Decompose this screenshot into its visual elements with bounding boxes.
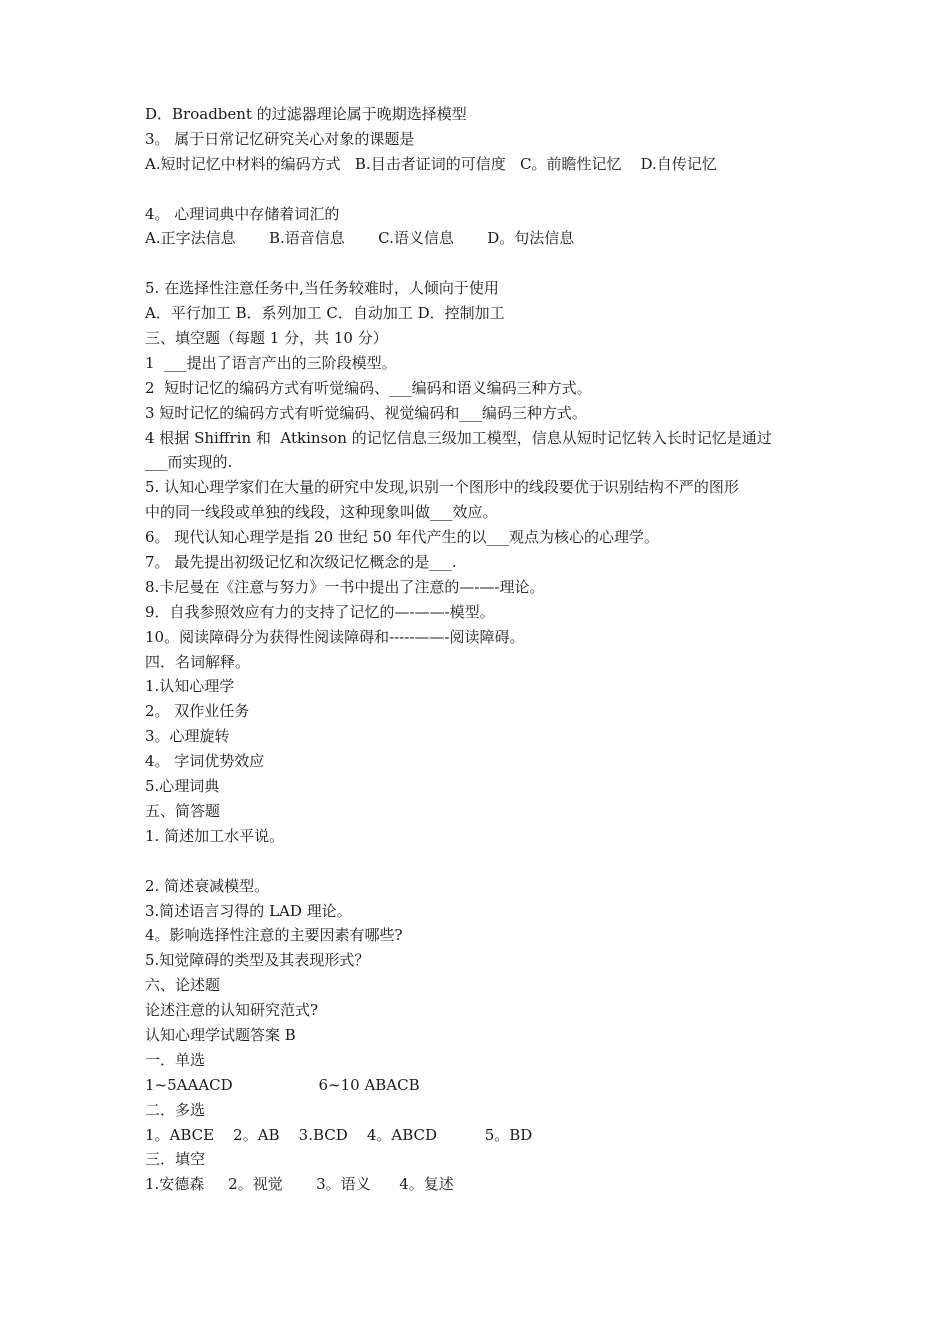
- term-item: 3。心理旋转: [145, 727, 230, 746]
- question-heading: 3。 属于日常记忆研究关心对象的课题是: [145, 129, 415, 148]
- fill-blank-item: 1 ___提出了语言产出的三阶段模型。: [145, 353, 397, 372]
- section-heading: 三、填空题（每题 1 分，共 10 分）: [145, 329, 388, 348]
- answer-options: A.正字法信息 B.语音信息 C.语义信息 D。句法信息: [145, 229, 575, 248]
- answer-section-heading: 三．填空: [145, 1150, 206, 1169]
- fill-blank-item: 3 短时记忆的编码方式有听觉编码、视觉编码和___编码三种方式。: [145, 403, 587, 422]
- fill-blank-item: 8.卡尼曼在《注意与努力》一书中提出了注意的—-—-理论。: [145, 577, 545, 596]
- term-item: 5.心理词典: [145, 777, 220, 796]
- short-answer-item: 3.简述语言习得的 LAD 理论。: [145, 901, 352, 920]
- document-body: [145, 102, 825, 1197]
- fill-blank-item: 4 根据 Shiffrin 和 Atkinson 的记忆信息三级加工模型，信息从短时记忆转入长时记忆是通过: [145, 428, 772, 447]
- short-answer-item: 4。影响选择性注意的主要因素有哪些?: [145, 926, 403, 945]
- answer-line: 1。ABCE 2。AB 3.BCD 4。ABCD 5。BD: [145, 1125, 533, 1144]
- fill-blank-item: 6。 现代认知心理学是指 20 世纪 50 年代产生的以___观点为核心的心理学。: [145, 528, 660, 547]
- blank-line: [145, 177, 825, 202]
- fill-blank-item: 10。阅读障碍分为获得性阅读障碍和-----——-阅读障碍。: [145, 627, 525, 646]
- fill-blank-item: 5. 认知心理学家们在大量的研究中发现,识别一个图形中的线段要优于识别结构不严的图形: [145, 478, 739, 497]
- section-heading: 六、论述题: [145, 976, 221, 995]
- section-heading: 四．名词解释。: [145, 652, 251, 671]
- answer-line: 1.安德森 2。视觉 3。语义 4。复述: [145, 1175, 454, 1194]
- fill-blank-item-cont: 中的同一线段或单独的线段，这种现象叫做___效应。: [145, 503, 498, 522]
- short-answer-item: 2. 简述衰减模型。: [145, 876, 270, 895]
- short-answer-item: 1. 简述加工水平说。: [145, 826, 285, 845]
- answer-options: A．平行加工 B．系列加工 C．自动加工 D．控制加工: [145, 304, 505, 323]
- section-heading: 五、简答题: [145, 801, 221, 820]
- answer-line: 1~5AAACD 6~10 ABACB: [145, 1075, 420, 1094]
- term-item: 2。 双作业任务: [145, 702, 250, 721]
- essay-item: 论述注意的认知研究范式?: [145, 1001, 319, 1020]
- text-line: D．Broadbent 的过滤器理论属于晚期选择模型: [145, 105, 467, 123]
- answer-section-heading: 一．单选: [145, 1050, 206, 1069]
- answer-options: A.短时记忆中材料的编码方式 B.目击者证词的可信度 C。前瞻性记忆 D.自传记忆: [145, 154, 717, 173]
- question-heading: 4。 心理词典中存储着词汇的: [145, 204, 340, 223]
- term-item: 1.认知心理学: [145, 677, 235, 696]
- answer-key-title: 认知心理学试题答案 B: [145, 1025, 296, 1044]
- fill-blank-item: 2 短时记忆的编码方式有听觉编码、___编码和语义编码三种方式。: [145, 378, 592, 397]
- short-answer-item: 5.知觉障碍的类型及其表现形式？: [145, 951, 370, 970]
- blank-line: [145, 251, 825, 276]
- fill-blank-item: 9．自我参照效应有力的支持了记忆的—-——-模型。: [145, 602, 495, 621]
- question-heading: 5. 在选择性注意任务中,当任务较难时，人倾向于使用: [145, 279, 499, 298]
- answer-section-heading: 二．多选: [145, 1100, 206, 1119]
- fill-blank-item: 7。 最先提出初级记忆和次级记忆概念的是___.: [145, 553, 457, 572]
- term-item: 4。 字词优势效应: [145, 752, 265, 771]
- fill-blank-item-cont: ___而实现的.: [145, 453, 233, 472]
- blank-line: [145, 849, 825, 874]
